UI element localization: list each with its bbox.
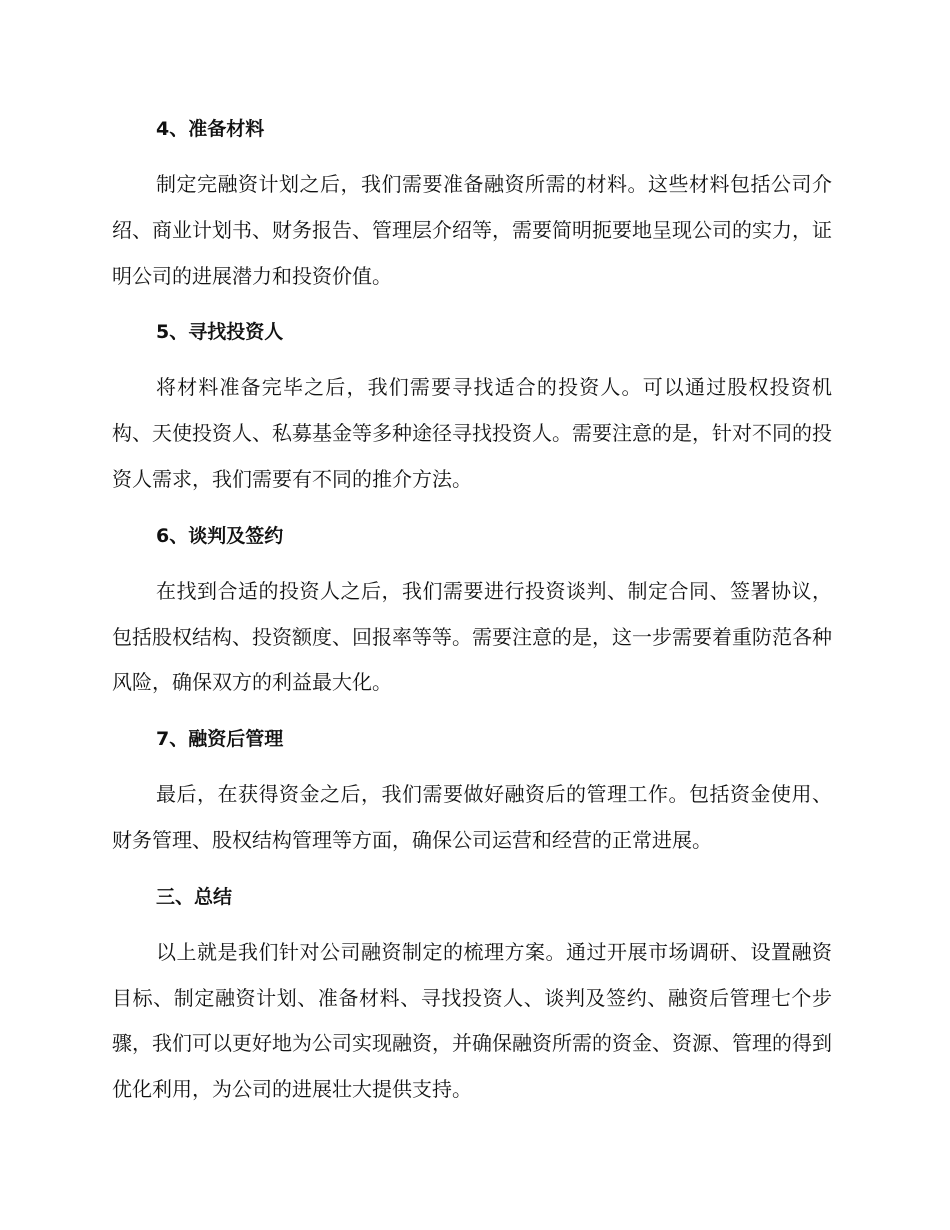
section-paragraph-negotiation-signing: 在找到合适的投资人之后，我们需要进行投资谈判、制定合同、签署协议，包括股权结构、投资额度、回报率等等。需要注意的是，这一步需要着重防范各种风险，确保双方的利益最大化。 bbox=[112, 578, 832, 695]
section-paragraph-find-investors: 将材料准备完毕之后，我们需要寻找适合的投资人。可以通过股权投资机构、天使投资人、私募基金等多种途径寻找投资人。需要注意的是，针对不同的投资人需求，我们需要有不同的推介方法。 bbox=[112, 375, 832, 491]
section-heading-prepare-materials: 4、准备材料 bbox=[156, 118, 265, 140]
section-paragraph-summary: 以上就是我们针对公司融资制定的梳理方案。通过开展市场调研、设置融资目标、制定融资计划、准备材料、寻找投资人、谈判及签约、融资后管理七个步骤，我们可以更好地为公司实现融资，并确保融资所需的资金、资源、管理的得到优化利用，为公司的进展壮大提供支持。 bbox=[112, 939, 832, 1102]
section-paragraph-prepare-materials: 制定完融资计划之后，我们需要准备融资所需的材料。这些材料包括公司介绍、商业计划书、财务报告、管理层介绍等，需要简明扼要地呈现公司的实力，证明公司的进展潜力和投资价值。 bbox=[112, 172, 832, 288]
section-paragraph-post-financing-management: 最后，在获得资金之后，我们需要做好融资后的管理工作。包括资金使用、财务管理、股权结构管理等方面，确保公司运营和经营的正常进展。 bbox=[112, 782, 832, 852]
section-heading-find-investors: 5、寻找投资人 bbox=[156, 321, 284, 344]
document-body bbox=[112, 108, 832, 1113]
section-heading-summary: 三、总结 bbox=[156, 885, 233, 908]
section-heading-negotiation-signing: 6、谈判及签约 bbox=[156, 524, 284, 547]
section-heading-post-financing-management: 7、融资后管理 bbox=[156, 728, 284, 751]
